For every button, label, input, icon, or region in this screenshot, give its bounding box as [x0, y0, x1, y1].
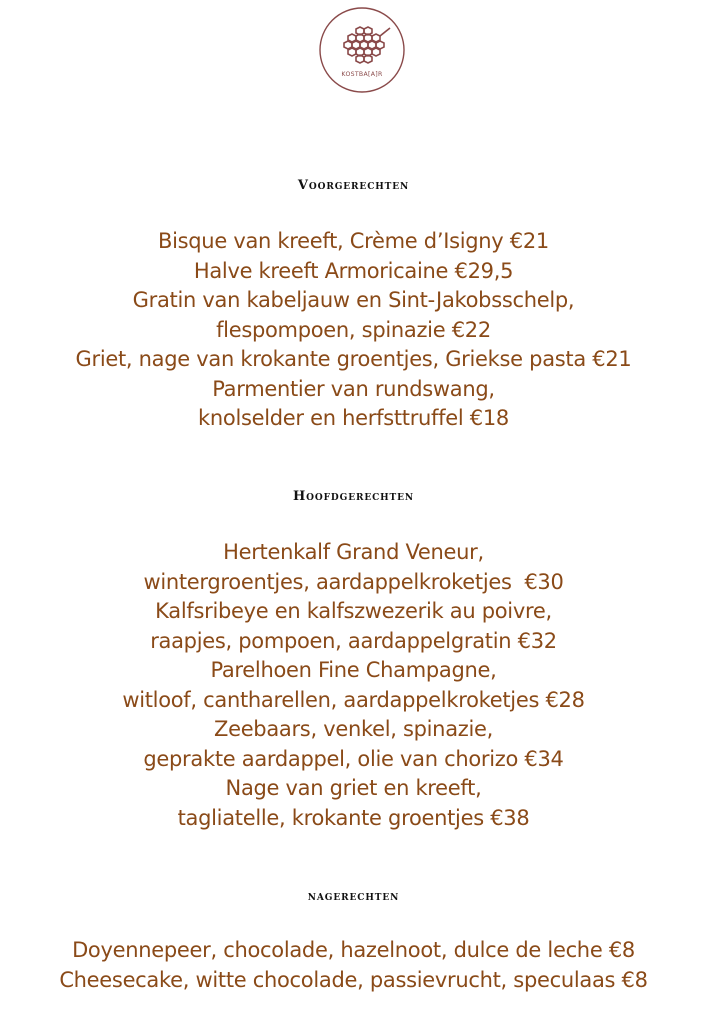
menu-item-line: witloof, cantharellen, aardappelkroketjes €28 [122, 687, 585, 712]
menu-item-line: Kalfsribeye en kalfszwezerik au poivre, [155, 599, 552, 623]
logo-text: KOSTBA[A]R [341, 71, 383, 78]
menu-item-line: Parmentier van rundswang, [212, 376, 495, 401]
menu-item [0, 597, 707, 656]
section-heading: Voorgerechten [297, 178, 410, 193]
section-voorgerechten [0, 178, 707, 434]
menu-item-line: raapjes, pompoen, aardappelgratin €32 [150, 628, 557, 653]
menu-item-line: flespompoen, spinazie €22 [216, 317, 491, 342]
menu-item-line: tagliatelle, krokante groentjes €38 [177, 805, 530, 830]
menu-item-line: Bisque van kreeft, Crème d’Isigny €21 [158, 229, 549, 253]
menu-item [0, 538, 707, 597]
menu-item [0, 227, 707, 257]
kostbaar-logo [318, 6, 406, 94]
menu-list [0, 227, 707, 434]
menu-item-line: Cheesecake, witte chocolade, passievrucht, speculaas €8 [59, 967, 648, 992]
menu-item [0, 286, 707, 345]
menu-item [0, 715, 707, 774]
menu-item [0, 656, 707, 715]
section-nagerechten [0, 889, 707, 995]
section-hoofdgerechten [0, 489, 707, 833]
menu-item-line: Parelhoen Fine Champagne, [210, 658, 497, 682]
section-heading: nagerechten [307, 889, 400, 904]
menu-item-line: Doyennepeer, chocolade, hazelnoot, dulce de leche €8 [72, 938, 635, 962]
menu-list [0, 538, 707, 833]
honeycomb-icon [344, 27, 384, 63]
menu-item [0, 966, 707, 996]
menu-item-line: Nage van griet en kreeft, [225, 776, 482, 800]
menu-item [0, 375, 707, 434]
menu-item-line: knolselder en herfsttruffel €18 [198, 406, 509, 430]
honeycomb-logo-icon [318, 6, 406, 94]
menu-item-line: Hertenkalf Grand Veneur, [223, 540, 484, 564]
menu-item-line: Zeebaars, venkel, spinazie, [213, 717, 494, 741]
menu-item-line: Gratin van kabeljauw en Sint-Jakobsschelp, [132, 288, 575, 312]
section-heading: Hoofdgerechten [292, 489, 415, 504]
menu-item-line: geprakte aardappel, olie van chorizo €34 [143, 746, 564, 771]
menu-item-line: wintergroentjes, aardappelkroketjes €30 [143, 569, 564, 594]
menu-item [0, 936, 707, 966]
menu-item [0, 345, 707, 375]
menu-item [0, 774, 707, 833]
menu-item [0, 257, 707, 287]
menu-item-line: Griet, nage van krokante groentjes, Griekse pasta €21 [75, 347, 632, 371]
menu-list [0, 936, 707, 995]
menu-item-line: Halve kreeft Armoricaine €29,5 [193, 258, 514, 283]
